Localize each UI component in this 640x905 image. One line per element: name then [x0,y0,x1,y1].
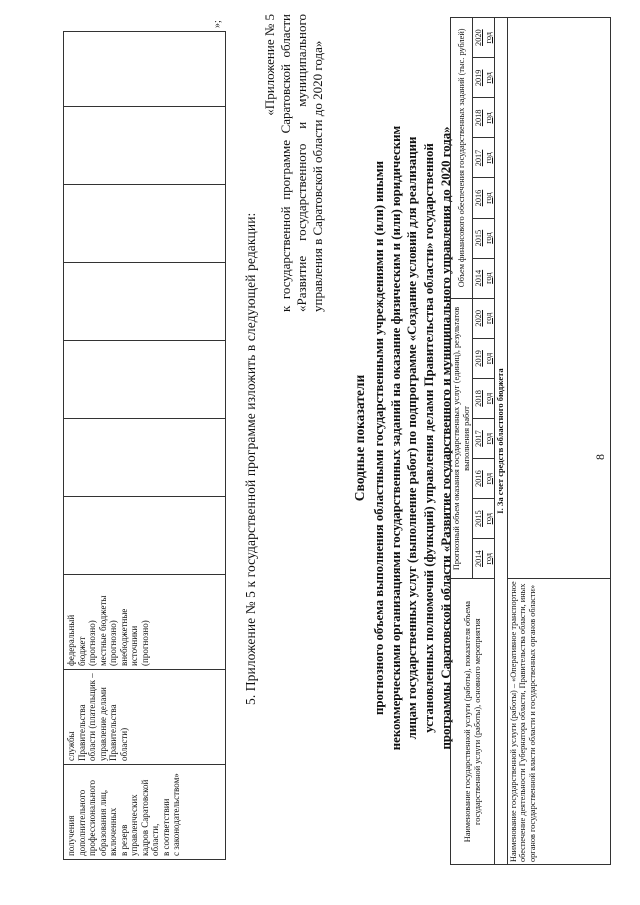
heading-title: Сводные показатели [352,374,367,502]
year-suffix: год [483,32,493,44]
year-value: 2016 [474,189,483,207]
cell-line: (прогнозно) [87,620,97,666]
empty-cell [64,185,226,263]
year-header [473,258,495,298]
top-table-col2-cell [64,670,226,765]
cell-line: включенных [108,807,118,856]
year-header [473,459,495,499]
empty-area [507,18,610,579]
year-header [473,138,495,178]
cell-line: службы [66,731,76,761]
year-header [473,499,495,539]
cell-line: дополнительного [76,789,87,856]
empty-cell [64,419,226,497]
top-table-col1-cell [64,765,226,860]
year-header [473,178,495,218]
cell-line: области, [150,823,160,856]
year-value: 2017 [474,149,483,167]
year-header [473,539,495,579]
year-value: 2018 [474,390,483,407]
year-header [473,18,495,58]
year-suffix: год [483,352,493,365]
heading-line: лицам государственных услуг (выполнение работ) по подпрограмме «Создание условий для реализации [405,136,420,740]
cell-line: Правительства [76,704,87,761]
cell-line: источники [129,625,139,666]
heading-line: программы Саратовской области «Развитие государственного и муниципального управления до 2020 года» [438,126,453,750]
finance-group-header: Объем финансового обеспечения государственных заданий (тыс. рублей) [451,18,473,299]
year-suffix: год [483,432,493,445]
amendment-line: 5. Приложение № 5 к государственной программе изложить в следующей редакции: [243,212,258,705]
empty-cell [64,341,226,419]
year-value: 2015 [474,229,483,247]
cell-line: местные бюджеты [97,595,108,666]
year-value: 2019 [474,69,483,87]
year-suffix: год [483,112,493,124]
cell-line: в резерв [118,824,129,856]
year-value: 2016 [474,470,483,487]
cell-line: в соответствии [160,798,171,856]
cell-line: профессионального [87,780,97,856]
cell-line: федеральный [66,614,76,666]
cell-line: бюджет [76,636,87,666]
cell-line: области (плательщик – [87,673,97,761]
cell-line: управленческих [129,794,139,856]
year-suffix: год [483,272,493,284]
year-header [473,98,495,138]
page-number: 8 [593,454,607,460]
document-heading [352,13,455,863]
empty-cell [64,32,226,107]
cell-line: с законодательством» [171,773,181,856]
year-value: 2014 [474,269,483,287]
year-header [473,338,495,378]
year-header [473,58,495,98]
appendix-body: к государственной программе Саратовской области «Развитие государственного и муниципального управления в Саратовской области до 2020 года» [278,14,325,312]
heading-line: установленных полномочий (функций) управления делами Правительства области» государственной [422,143,437,733]
cell-line: Правительства [108,704,118,761]
appendix-title: «Приложение № 5 [262,14,277,116]
year-value: 2020 [474,29,483,46]
cell-line: получения [66,815,76,856]
year-suffix: год [483,72,493,84]
empty-cell [64,263,226,341]
year-suffix: год [483,312,493,324]
section-row: I. За счет средств областного бюджета [495,18,508,865]
cell-line: (прогнозно) [108,620,118,666]
service-name-cell: Наименование государственной услуги (работы) – «Оперативное транспортное обеспечение деятельности Губернатора области, Правительства области, иных органов государственной власти области и государственных органов области» [507,579,610,865]
col1-header: Наименование государственной услуги (работы), показателя объема государственной услуги (работы), основного мероприятия [451,579,495,865]
year-suffix: год [483,472,493,485]
year-header [473,298,495,338]
year-suffix: год [483,512,493,525]
cell-line: кадров Саратовской [139,779,150,856]
appendix-block [262,14,326,312]
year-suffix: год [483,392,493,405]
heading-line: некоммерческими организациями государственных заданий на оказание физическим и (или) юридическим [388,125,403,751]
heading-line: прогнозного объема выполнения областными государственными учреждениями и (или) иными [371,160,386,716]
year-value: 2020 [474,309,483,327]
year-header [473,218,495,258]
year-suffix: год [483,553,493,565]
cell-line: (прогнозно) [139,620,150,666]
indicators-table [450,17,611,865]
cell-line: внебюджетные [118,608,129,666]
year-header [473,418,495,458]
continuation-table [63,22,226,861]
year-value: 2019 [474,350,483,367]
year-value: 2018 [474,109,483,127]
year-value: 2017 [474,430,483,447]
empty-cell [64,497,226,575]
year-header [473,378,495,418]
year-value: 2015 [474,510,483,527]
volume-group-header: Прогнозный объем оказания государственных услуг (единиц), результатов выполнения работ [451,298,473,579]
year-suffix: год [483,152,493,164]
year-value: 2014 [474,550,483,567]
year-suffix: год [483,232,493,244]
cell-line: образования лиц, [97,789,108,856]
top-table-col3-cell [64,575,226,670]
cell-line: области) [118,727,129,761]
empty-cell [64,107,226,185]
cell-line: управление делами [97,687,108,761]
closing-quote: »; [212,20,223,28]
year-suffix: год [483,192,493,204]
